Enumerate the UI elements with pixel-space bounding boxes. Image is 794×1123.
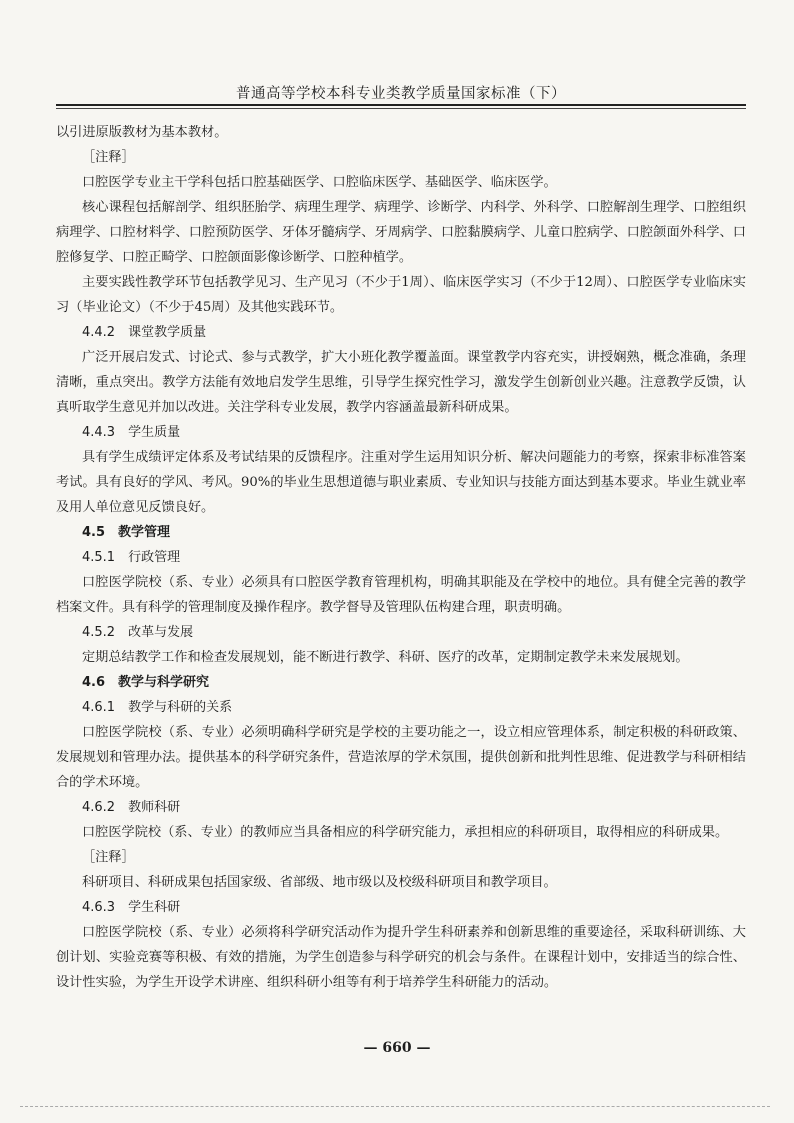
- page-number: — 660 —: [363, 1040, 431, 1056]
- page-body: [56, 120, 746, 995]
- paragraph: 口腔医学院校（系、专业）必须具有口腔医学教育管理机构，明确其职能及在学校中的地位。具有健全完善的教学档案文件。具有科学的管理制度及操作程序。教学督导及管理队伍构建合理，职责明确。: [56, 575, 746, 615]
- paragraph: 定期总结教学工作和检查发展规划，能不断进行教学、科研、医疗的改革，定期制定教学未来发展规划。: [82, 650, 689, 665]
- paragraph: 口腔医学专业主干学科包括口腔基础医学、口腔临床医学、基础医学、临床医学。: [82, 175, 557, 190]
- section-heading-4-6-1: 4.6.1 教学与科研的关系: [82, 700, 233, 715]
- note-label: ［注释］: [82, 850, 135, 865]
- section-heading-4-5: 4.5 教学管理: [82, 525, 171, 540]
- running-header: 普通高等学校本科专业类教学质量国家标准（下）: [236, 86, 566, 102]
- paragraph: 具有学生成绩评定体系及考试结果的反馈程序。注重对学生运用知识分析、解决问题能力的考察，探索非标准答案考试。具有良好的学风、考风。90%的毕业生思想道德与职业素质、专业知识与技能方面达到基本要求。毕业生就业率及用人单位意见反馈良好。: [56, 450, 746, 515]
- section-heading-4-5-1: 4.5.1 行政管理: [82, 550, 181, 565]
- section-heading-4-6: 4.6 教学与科学研究: [82, 675, 210, 690]
- paragraph: 科研项目、科研成果包括国家级、省部级、地市级以及校级科研项目和教学项目。: [82, 875, 557, 890]
- note-label: ［注释］: [82, 150, 135, 165]
- paragraph: 以引进原版教材为基本教材。: [56, 125, 228, 140]
- header-rule-thin: [56, 108, 746, 109]
- section-heading-4-6-3: 4.6.3 学生科研: [82, 900, 181, 915]
- section-heading-4-4-2: 4.4.2 课堂教学质量: [82, 325, 207, 340]
- paragraph: 口腔医学院校（系、专业）必须明确科学研究是学校的主要功能之一，设立相应管理体系，制定积极的科研政策、发展规划和管理办法。提供基本的科学研究条件，营造浓厚的学术氛围，提供创新和批判性思维、促进教学与科研相结合的学术环境。: [56, 725, 746, 790]
- paragraph: 口腔医学院校（系、专业）的教师应当具备相应的科学研究能力，承担相应的科研项目，取得相应的科研成果。: [82, 825, 729, 840]
- paragraph: 核心课程包括解剖学、组织胚胎学、病理生理学、病理学、诊断学、内科学、外科学、口腔解剖生理学、口腔组织病理学、口腔材料学、口腔预防医学、牙体牙髓病学、牙周病学、口腔黏膜病学、儿童口腔病学、口腔颌面外科学、口腔修复学、口腔正畸学、口腔颌面影像诊断学、口腔种植学。: [56, 200, 746, 265]
- section-heading-4-4-3: 4.4.3 学生质量: [82, 425, 181, 440]
- section-heading-4-6-2: 4.6.2 教师科研: [82, 800, 181, 815]
- header-rule: [56, 104, 746, 106]
- paragraph: 广泛开展启发式、讨论式、参与式教学，扩大小班化教学覆盖面。课堂教学内容充实，讲授娴熟，概念准确，条理清晰，重点突出。教学方法能有效地启发学生思维，引导学生探究性学习，激发学生创新创业兴趣。注意教学反馈，认真听取学生意见并加以改进。关注学科专业发展，教学内容涵盖最新科研成果。: [56, 350, 746, 415]
- paragraph: 口腔医学院校（系、专业）必须将科学研究活动作为提升学生科研素养和创新思维的重要途径，采取科研训练、大创计划、实验竞赛等积极、有效的措施，为学生创造参与科学研究的机会与条件。在课程计划中，安排适当的综合性、设计性实验，为学生开设学术讲座、组织科研小组等有利于培养学生科研能力的活动。: [56, 925, 746, 990]
- section-heading-4-5-2: 4.5.2 改革与发展: [82, 625, 194, 640]
- paragraph: 主要实践性教学环节包括教学见习、生产见习（不少于1周）、临床医学实习（不少于12周）、口腔医学专业临床实习（毕业论文）（不少于45周）及其他实践环节。: [56, 275, 746, 315]
- scan-artifact-line: [20, 1106, 770, 1108]
